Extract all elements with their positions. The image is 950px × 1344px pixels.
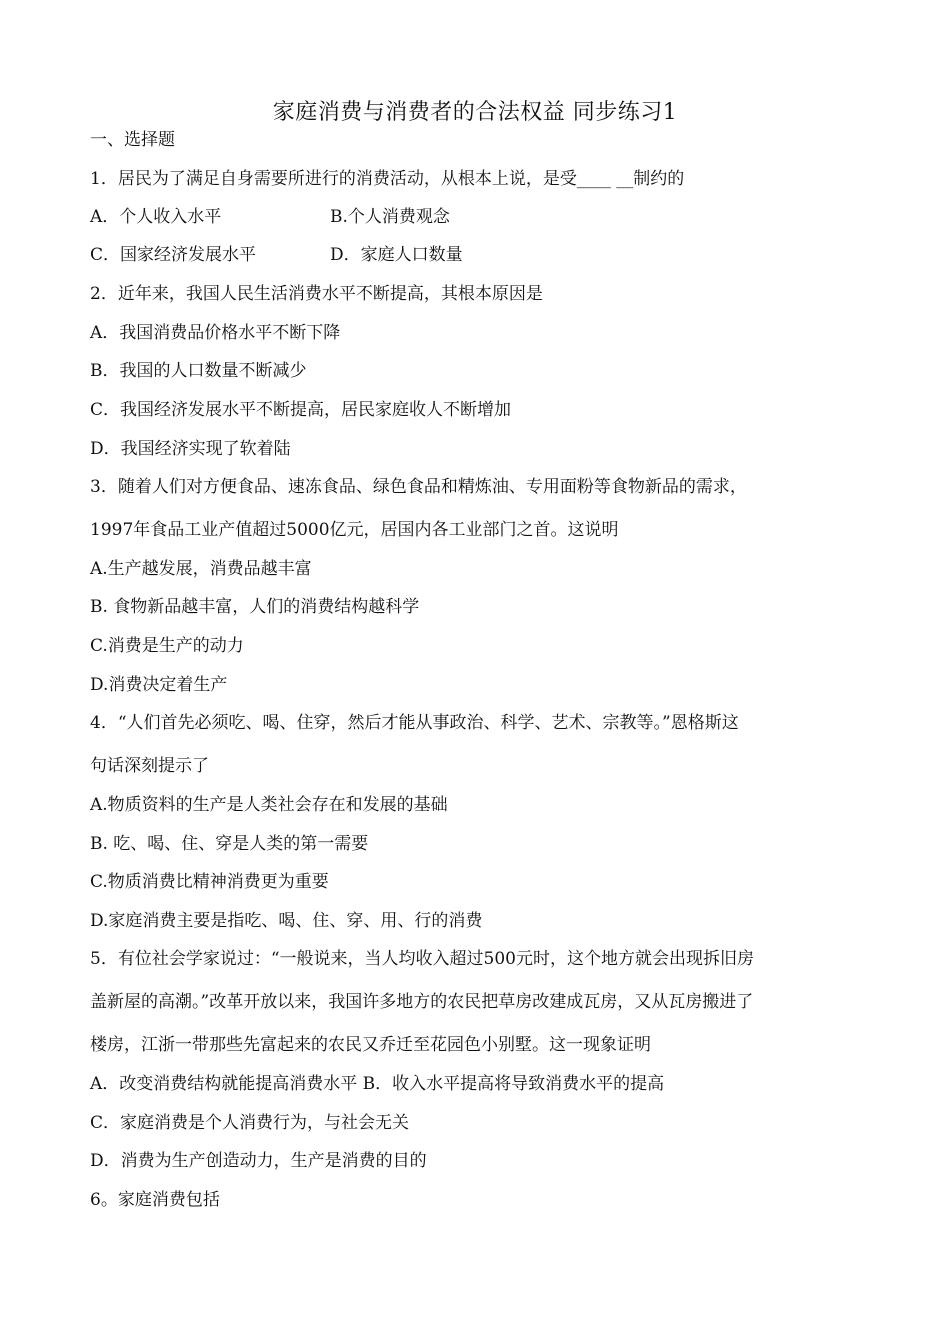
question-5-option-d: D．消费为生产创造动力，生产是消费的目的 [90,1151,427,1171]
question-2-option-d: D．我国经济实现了软着陆 [90,439,291,459]
question-3-stem-line-1: 3．随着人们对方便食品、速冻食品、绿色食品和精炼油、专用面粉等食物新品的需求， [90,477,747,497]
question-6-stem: 6。家庭消费包括 [90,1190,220,1210]
question-5-option-c: C．家庭消费是个人消费行为，与社会无关 [90,1113,410,1133]
question-4-stem-line-1: 4．“人们首先必须吃、喝、住穿，然后才能从事政治、科学、艺术、宗教等。”恩格斯这 [90,713,739,733]
question-4-option-a: A.物质资料的生产是人类社会存在和发展的基础 [90,795,448,815]
question-2-option-a: A．我国消费品价格水平不断下降 [90,323,341,343]
question-3-option-a: A.生产越发展，消费品越丰富 [90,559,312,579]
question-4-option-c: C.物质消费比精神消费更为重要 [90,872,329,892]
question-1-option-a: A．个人收入水平 [90,207,222,227]
question-2-option-b: B．我国的人口数量不断减少 [90,361,307,381]
question-1-stem: 1．居民为了满足自身需要所进行的消费活动，从根本上说，是受____ __制约的 [90,169,685,189]
question-4-option-d: D.家庭消费主要是指吃、喝、住、穿、用、行的消费 [90,911,483,931]
question-5-stem-line-2: 盖新屋的高潮。”改革开放以来，我国许多地方的农民把草房改建成瓦房，又从瓦房搬进了 [90,992,754,1012]
question-3-option-d: D.消费决定着生产 [90,675,228,695]
section-heading: 一、选择题 [90,130,175,150]
question-5-stem-line-3: 楼房，江浙一带那些先富起来的农民又乔迁至花园色小别墅。这一现象证明 [90,1035,651,1055]
question-1-option-b: B.个人消费观念 [330,207,450,227]
question-3-stem-line-2: 1997年食品工业产值超过5000亿元，居国内各工业部门之首。这说明 [90,520,619,540]
question-1-option-c: C．国家经济发展水平 [90,245,257,265]
question-5-option-a-b: A．改变消费结构就能提高消费水平 B．收入水平提高将导致消费水平的提高 [90,1074,665,1094]
document-title: 家庭消费与消费者的合法权益 同步练习1 [272,100,678,125]
question-4-stem-line-2: 句话深刻提示了 [90,756,209,776]
question-3-option-b: B. 食物新品越丰富，人们的消费结构越科学 [90,597,420,617]
question-3-option-c: C.消费是生产的动力 [90,636,244,656]
question-4-option-b: B. 吃、喝、住、穿是人类的第一需要 [90,834,369,854]
question-1-option-d: D．家庭人口数量 [330,245,463,265]
question-2-option-c: C．我国经济发展水平不断提高，居民家庭收人不断增加 [90,400,512,420]
question-5-stem-line-1: 5．有位社会学家说过：“一般说来，当人均收入超过500元时，这个地方就会出现拆旧房 [90,949,754,969]
question-2-stem: 2．近年来，我国人民生活消费水平不断提高，其根本原因是 [90,284,543,304]
